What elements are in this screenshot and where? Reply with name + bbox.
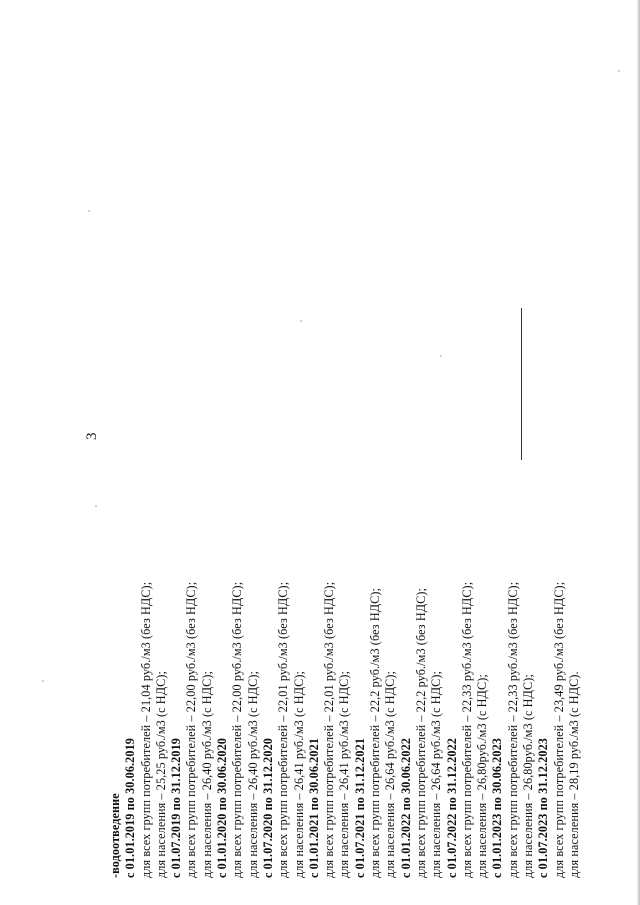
rate-all-consumers: для всех групп потребителей – 22,01 руб./м3 (без НДС); <box>276 581 291 878</box>
rate-population: для населения – 26,41 руб./м3 (с НДС); <box>291 671 306 878</box>
rate-all-consumers: для всех групп потребителей – 22,01 руб./м3 (без НДС); <box>322 581 337 878</box>
rate-population: для населения – 26,64 руб./м3 (с НДС); <box>383 671 398 878</box>
scan-speck <box>95 505 97 507</box>
period-title: с 01.01.2019 по 30.06.2019 <box>123 738 138 878</box>
tariff-list <box>108 78 582 878</box>
rate-all-consumers: для всех групп потребителей – 22,00 руб./м3 (без НДС); <box>230 581 245 878</box>
period-title: с 01.07.2019 по 31.12.2019 <box>169 738 184 878</box>
rate-population: для населения – 26,40 руб./м3 (с НДС); <box>199 671 214 878</box>
period-title: с 01.07.2022 по 31.12.2022 <box>444 738 459 878</box>
page-number: 3 <box>84 432 100 440</box>
period-title: с 01.07.2020 по 31.12.2020 <box>260 738 275 878</box>
rate-all-consumers: для всех групп потребителей – 22,00 руб./м3 (без НДС); <box>184 581 199 878</box>
period-title: с 01.01.2022 по 30.06.2022 <box>398 738 413 878</box>
rate-population: для населения – 26,80руб./м3 (с НДС); <box>475 674 490 878</box>
scan-speck <box>88 210 90 212</box>
rate-population: для населения – 25,25 руб./м3 (с НДС); <box>153 671 168 878</box>
period-title: с 01.01.2023 по 30.06.2023 <box>490 738 505 878</box>
scan-speck <box>42 680 44 682</box>
tariff-text-block <box>108 78 581 878</box>
rate-population: для населения – 28,19 руб./м3 (с НДС). <box>566 671 581 878</box>
period-title: с 01.07.2021 по 31.12.2021 <box>352 738 367 878</box>
section-heading: -водоотведение <box>108 793 122 878</box>
rate-all-consumers: для всех групп потребителей – 22,33 руб./м3 (без НДС); <box>459 581 474 878</box>
rate-all-consumers: для всех групп потребителей – 23,49 руб./м3 (без НДС); <box>551 581 566 878</box>
rate-population: для населения – 26,80руб./м3 (с НДС); <box>521 674 536 878</box>
rate-all-consumers: для всех групп потребителей – 21,04 руб./м3 (без НДС); <box>138 581 153 878</box>
rate-all-consumers: для всех групп потребителей – 22,33 руб./м3 (без НДС); <box>505 581 520 878</box>
period-title: с 01.01.2020 по 30.06.2020 <box>215 738 230 878</box>
rate-population: для населения – 26,64 руб./м3 (с НДС); <box>429 671 444 878</box>
period-title: с 01.01.2021 по 30.06.2021 <box>306 738 321 878</box>
rate-all-consumers: для всех групп потребителей – 22,2 руб./м3 (без НДС); <box>368 587 383 878</box>
scan-speck <box>618 70 620 72</box>
rate-population: для населения – 26,41 руб./м3 (с НДС); <box>337 671 352 878</box>
rate-all-consumers: для всех групп потребителей – 22,2 руб./м3 (без НДС); <box>413 587 428 878</box>
period-title: с 01.07.2023 по 31.12.2023 <box>536 738 551 878</box>
rate-population: для населения – 26,40 руб./м3 (с НДС); <box>245 671 260 878</box>
